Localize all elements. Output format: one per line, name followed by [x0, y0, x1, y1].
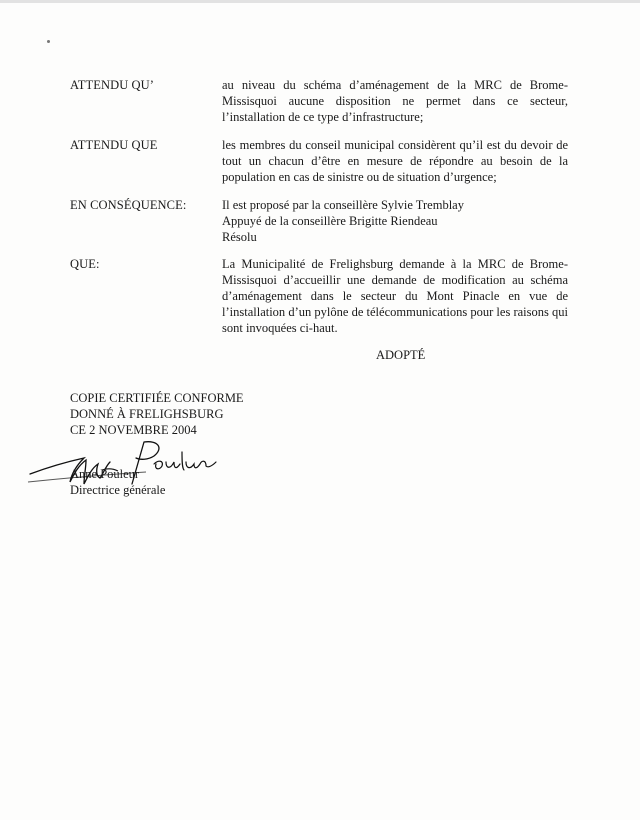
clause-label: EN CONSÉQUENCE: [70, 198, 187, 212]
certification-date: CE 2 NOVEMBRE 2004 [70, 423, 197, 437]
clause-text [222, 256, 568, 336]
clause-line: d’aménagement dans le secteur du Mont Pinacle en vue de [222, 289, 568, 303]
clause-text [222, 137, 568, 185]
signer-block [70, 466, 165, 498]
clause-line: sont invoquées ci-haut. [222, 321, 338, 335]
clause-line: Il est proposé par la conseillère Sylvie Tremblay [222, 198, 464, 212]
adopted-stamp-text: ADOPTÉ [376, 348, 426, 362]
signer-title: Directrice générale [70, 483, 166, 497]
signer-name: Anne Pouleur [70, 467, 140, 481]
clause-label: ATTENDU QUE [70, 138, 158, 152]
clause-line: les membres du conseil municipal considèrent qu’il est du devoir de [222, 138, 568, 152]
clause-text [222, 197, 568, 245]
clause-line: Résolu [222, 230, 257, 244]
clause-line: La Municipalité de Frelighsburg demande à la MRC de Brome- [222, 257, 568, 271]
clause-line: tout un chacun d’être en mesure de répondre au besoin de la [222, 154, 568, 168]
scan-edge [0, 0, 640, 3]
certification-line: COPIE CERTIFIÉE CONFORME [70, 391, 244, 405]
scan-speck [47, 40, 50, 43]
clause-text [222, 77, 568, 125]
certification-line: DONNÉ À FRELIGHSBURG [70, 407, 224, 421]
clause-line: population en cas de sinistre ou de situation d’urgence; [222, 170, 497, 184]
clause-line: Appuyé de la conseillère Brigitte Riendeau [222, 214, 438, 228]
clause-line: au niveau du schéma d’aménagement de la MRC de Brome- [222, 78, 568, 92]
clause-label: ATTENDU QU’ [70, 78, 155, 92]
clause-line: l’installation de ce type d’infrastructure; [222, 110, 424, 124]
certification-block [70, 390, 244, 438]
clause-line: Missisquoi d’accueillir une demande de modification au schéma [222, 273, 568, 287]
clause-line: Missisquoi aucune disposition ne permet dans ce secteur, [222, 94, 568, 108]
clause-line: l’installation d’un pylône de télécommunications pour les raisons qui [222, 305, 568, 319]
clause-label: QUE: [70, 257, 100, 271]
